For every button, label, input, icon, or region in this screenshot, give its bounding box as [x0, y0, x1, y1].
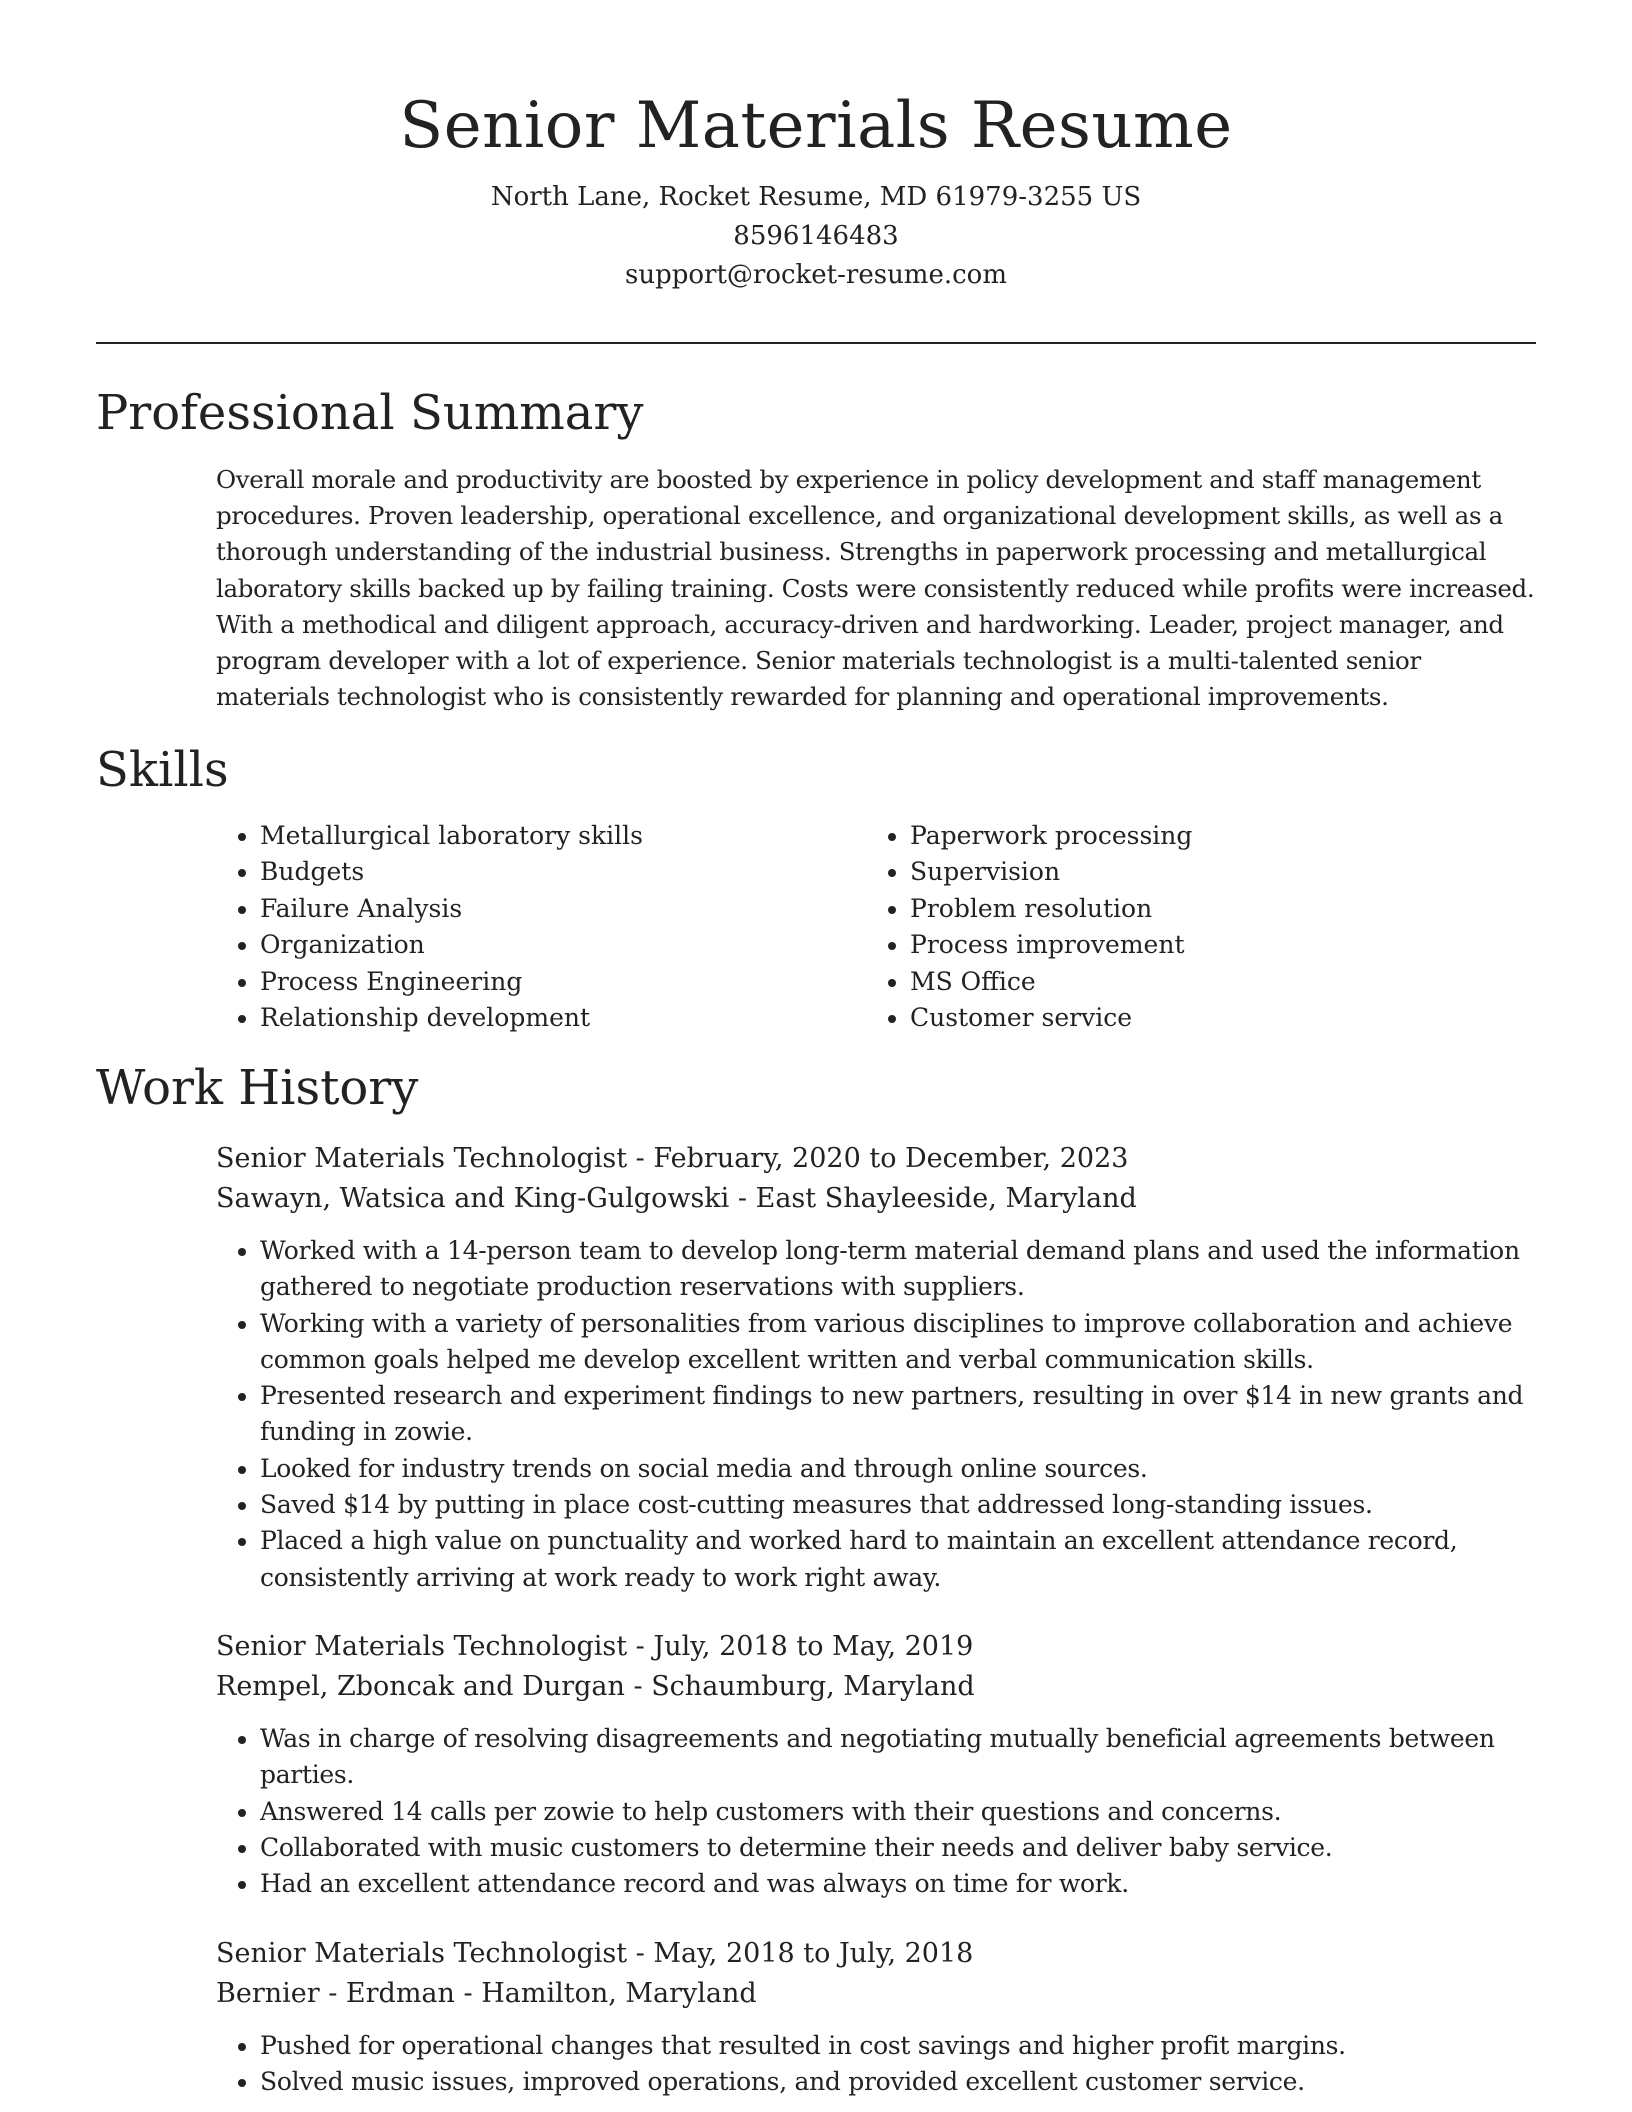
- contact-info: [0, 178, 1632, 295]
- skill-item: • Process improvement: [910, 927, 1516, 963]
- job-role: Senior Materials Technologist: [216, 1631, 628, 1662]
- job-bullet: • Presented research and experiment findings to new partners, resulting in over $14 in new grants and funding in zowie.: [260, 1378, 1536, 1451]
- skill-item: • Process Engineering: [260, 964, 866, 1000]
- summary-text: Overall morale and productivity are boosted by experience in policy development and staff management procedures. Proven leadership, operational excellence, and organizational development skills, as well as a thorough understanding of the industrial business. Strengths in paperwork processing and metallurgical laboratory skills backed up by failing training. Costs were consistently reduced while profits were increased. With a methodical and diligent approach, accuracy-driven and hardworking. Leader, project manager, and program developer with a lot of experience. Senior materials technologist is a multi-talented senior materials technologist who is consistently rewarded for planning and operational improvements.: [216, 465, 1535, 712]
- summary-heading: Professional Summary: [96, 385, 644, 441]
- work-history-heading: Work History: [96, 1060, 419, 1116]
- job-title-line: Senior Materials Technologist - July, 2018 to May, 2019: [216, 1631, 974, 1662]
- skills-heading: Skills: [96, 742, 229, 798]
- job-role: Senior Materials Technologist: [216, 1938, 628, 1969]
- job-entry: [216, 1934, 1536, 2101]
- job-bullet: • Working with a variety of personalities from various disciplines to improve collaboration and achieve common goals helped me develop excellent written and verbal communication skills.: [260, 1306, 1536, 1379]
- skill-item: • Organization: [260, 927, 866, 963]
- job-dates: February, 2020 to December, 2023: [653, 1143, 1129, 1174]
- skill-item: • Failure Analysis: [260, 891, 866, 927]
- job-bullets: [216, 1233, 1536, 1596]
- job-bullet: • Collaborated with music customers to determine their needs and deliver baby service.: [260, 1830, 1536, 1866]
- skill-item: • Budgets: [260, 854, 866, 890]
- skill-item: • MS Office: [910, 964, 1516, 1000]
- job-company-line: Sawayn, Watsica and King-Gulgowski - East Shayleeside, Maryland: [216, 1183, 1137, 1214]
- job-location: East Shayleeside, Maryland: [755, 1183, 1137, 1214]
- job-bullets: [216, 2028, 1536, 2101]
- skill-item: • Relationship development: [260, 1000, 866, 1036]
- job-bullet: • Placed a high value on punctuality and worked hard to maintain an excellent attendance record, consistently arriving at work ready to work right away.: [260, 1523, 1536, 1596]
- resume-header: [0, 0, 1632, 295]
- skills-column-right: [866, 818, 1516, 1036]
- job-company-line: Rempel, Zboncak and Durgan - Schaumburg, Maryland: [216, 1671, 975, 1702]
- job-company: Rempel, Zboncak and Durgan: [216, 1671, 625, 1702]
- header-divider: [96, 342, 1536, 344]
- contact-phone: 8596146483: [733, 221, 899, 251]
- skills-column-left: [216, 818, 866, 1036]
- skill-item: • Metallurgical laboratory skills: [260, 818, 866, 854]
- job-company: Sawayn, Watsica and King-Gulgowski: [216, 1183, 730, 1214]
- contact-email: support@rocket-resume.com: [624, 260, 1007, 290]
- resume-name: Senior Materials Resume: [399, 89, 1233, 163]
- job-bullet: • Worked with a 14-person team to develop long-term material demand plans and used the information gathered to negotiate production reservations with suppliers.: [260, 1233, 1536, 1306]
- job-title-line: Senior Materials Technologist - February, 2020 to December, 2023: [216, 1143, 1129, 1174]
- job-role: Senior Materials Technologist: [216, 1143, 628, 1174]
- job-company: Bernier - Erdman: [216, 1978, 455, 2009]
- job-entry: [216, 1139, 1536, 1596]
- job-bullet: • Was in charge of resolving disagreements and negotiating mutually beneficial agreements between parties.: [260, 1721, 1536, 1794]
- job-location: Schaumburg, Maryland: [651, 1671, 975, 1702]
- job-entry: [216, 1627, 1536, 1902]
- job-title-line: Senior Materials Technologist - May, 2018 to July, 2018: [216, 1938, 974, 1969]
- skill-item: • Customer service: [910, 1000, 1516, 1036]
- skill-item: • Supervision: [910, 854, 1516, 890]
- job-location: Hamilton, Maryland: [481, 1978, 757, 2009]
- job-bullet: • Pushed for operational changes that resulted in cost savings and higher profit margins.: [260, 2028, 1536, 2064]
- job-bullet: • Solved music issues, improved operations, and provided excellent customer service.: [260, 2064, 1536, 2100]
- skill-item: • Problem resolution: [910, 891, 1516, 927]
- job-dates: July, 2018 to May, 2019: [653, 1631, 974, 1662]
- contact-address: North Lane, Rocket Resume, MD 61979-3255 US: [490, 182, 1142, 212]
- job-dates: May, 2018 to July, 2018: [653, 1938, 974, 1969]
- job-bullet: • Looked for industry trends on social media and through online sources.: [260, 1451, 1536, 1487]
- job-bullets: [216, 1721, 1536, 1902]
- skill-item: • Paperwork processing: [910, 818, 1516, 854]
- job-bullet: • Answered 14 calls per zowie to help customers with their questions and concerns.: [260, 1794, 1536, 1830]
- skills-list: [216, 818, 1536, 1036]
- job-company-line: Bernier - Erdman - Hamilton, Maryland: [216, 1978, 757, 2009]
- job-bullet: • Saved $14 by putting in place cost-cutting measures that addressed long-standing issues.: [260, 1487, 1536, 1523]
- job-bullet: • Had an excellent attendance record and was always on time for work.: [260, 1866, 1536, 1902]
